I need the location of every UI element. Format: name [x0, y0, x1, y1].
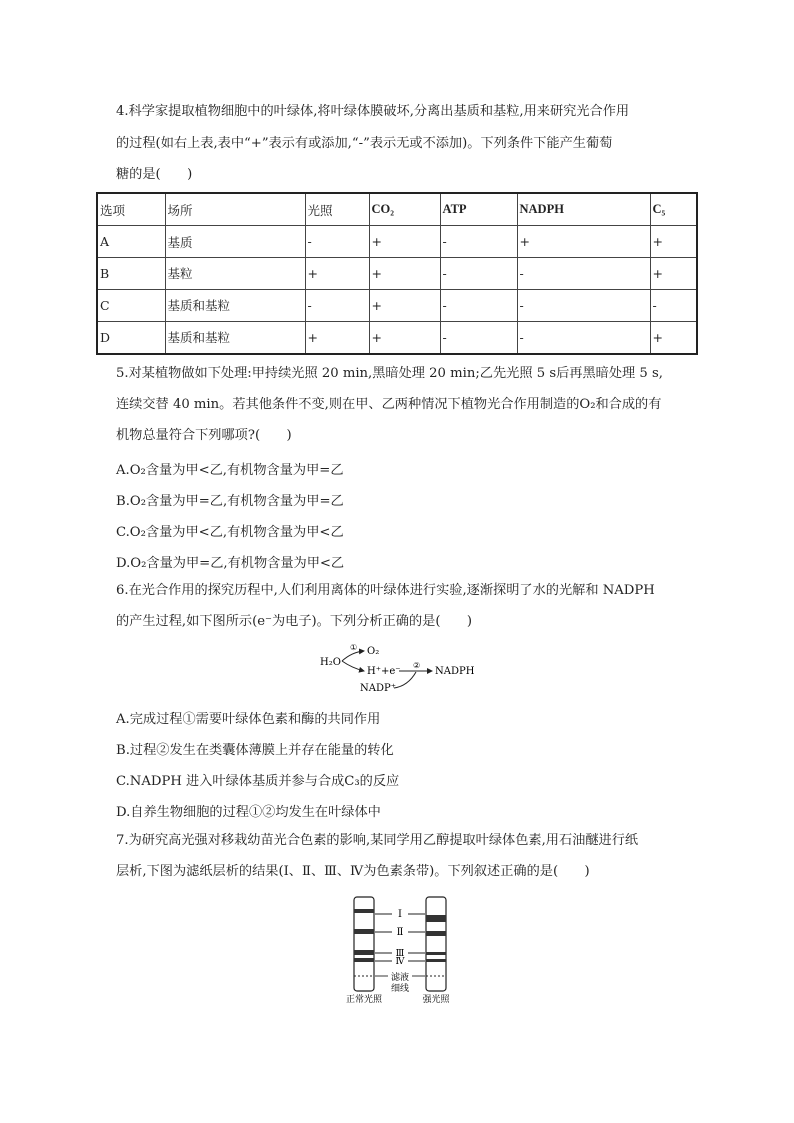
table-cell: + [517, 226, 650, 258]
q6-option-c: C.NADPH 进入叶绿体基质并参与合成C₃的反应 [116, 774, 400, 789]
q5-option-b: B.O₂含量为甲=乙,有机物含量为甲=乙 [116, 494, 344, 509]
nadp-label: NADP⁺ [360, 683, 396, 694]
table-cell: C [97, 289, 165, 321]
band-iv [426, 959, 446, 962]
q7-line2: 层析,下图为滤纸层析的结果(Ⅰ、Ⅱ、Ⅲ、Ⅳ为色素条带)。下列叙述正确的是( ) [116, 864, 590, 879]
q5-option-d: D.O₂含量为甲=乙,有机物含量为甲<乙 [116, 556, 345, 571]
table-cell: - [440, 226, 517, 258]
band-iv [354, 958, 374, 962]
q6-option-a: A.完成过程①需要叶绿体色素和酶的共同作用 [116, 712, 381, 727]
band-label-ii: Ⅱ [396, 927, 404, 938]
table-cell: - [440, 321, 517, 354]
table-header: CO₂ [369, 193, 440, 226]
table-cell: + [369, 321, 440, 354]
table-cell: + [650, 226, 697, 258]
q4-table [96, 192, 698, 355]
table-cell: + [305, 258, 369, 290]
baseline-label-1: 滤液 [390, 973, 410, 983]
q6-line2: 的产生过程,如下图所示(e⁻为电子)。下列分析正确的是( ) [116, 614, 473, 629]
left-tube-label: 正常光照 [345, 995, 383, 1005]
table-cell: 基质和基粒 [165, 321, 305, 354]
q5-line2: 连续交替 40 min。若其他条件不变,则在甲、乙两种情况下植物光合作用制造的O₂和合成的有 [116, 397, 662, 412]
strong-light-tube [426, 897, 446, 991]
band-i [354, 909, 374, 913]
table-row [97, 226, 697, 258]
band-label-iii: Ⅲ [395, 949, 405, 959]
band-iii [426, 952, 446, 955]
intermediate-label: H⁺+e⁻ [367, 666, 401, 677]
arrow-to-oxygen [342, 651, 364, 661]
table-header: C₅ [650, 193, 697, 226]
q6-line1: 6.在光合作用的探究历程中,人们利用离体的叶绿体进行实验,逐渐探明了水的光解和 NADPH [116, 583, 655, 598]
arrow-to-protons [342, 661, 364, 671]
table-cell: + [305, 321, 369, 354]
nadph-label: NADPH [435, 666, 475, 677]
table-cell: + [369, 289, 440, 321]
table-cell: + [369, 258, 440, 290]
table-cell: - [517, 321, 650, 354]
table-cell: B [97, 258, 165, 290]
table-row [97, 289, 697, 321]
table-header: 选项 [97, 193, 165, 226]
normal-light-tube [354, 897, 374, 991]
water-photolysis-diagram [316, 642, 486, 694]
table-cell: - [305, 226, 369, 258]
band-label-iv: Ⅳ [395, 957, 405, 967]
table-cell: + [369, 226, 440, 258]
table-header: 场所 [165, 193, 305, 226]
q4-line3: 糖的是( ) [116, 167, 193, 182]
table-cell: - [305, 289, 369, 321]
oxygen-label: O₂ [367, 646, 380, 657]
table-cell: + [650, 321, 697, 354]
table-cell: - [650, 289, 697, 321]
band-ii [426, 931, 446, 936]
table-cell: - [440, 289, 517, 321]
q5-line3: 机物总量符合下列哪项?( ) [116, 428, 292, 443]
q4-line1: 4.科学家提取植物细胞中的叶绿体,将叶绿体膜破坏,分离出基质和基粒,用来研究光合作用 [116, 104, 630, 119]
step2-label: ② [413, 661, 421, 670]
table-cell: + [650, 258, 697, 290]
table-cell: - [517, 289, 650, 321]
water-label: H₂O [320, 657, 341, 668]
band-i [426, 915, 446, 922]
table-header-row [97, 193, 697, 226]
table-cell: 基质和基粒 [165, 289, 305, 321]
table-cell: 基质 [165, 226, 305, 258]
q4-line2: 的过程(如右上表,表中“+”表示有或添加,“-”表示无或不添加)。下列条件下能产生葡萄 [116, 136, 613, 151]
table-cell: - [440, 258, 517, 290]
baseline-label-2: 细线 [390, 984, 410, 994]
table-header: 光照 [305, 193, 369, 226]
band-iii [354, 950, 374, 955]
right-tube-label: 强光照 [422, 995, 450, 1005]
band-ii [354, 929, 374, 934]
band-label-i: Ⅰ [398, 909, 402, 920]
table-row [97, 321, 697, 354]
table-header: NADPH [517, 193, 650, 226]
chromatography-figure [338, 893, 468, 1005]
table-cell: D [97, 321, 165, 354]
q6-option-d: D.自养生物细胞的过程①②均发生在叶绿体中 [116, 805, 381, 820]
q5-option-a: A.O₂含量为甲<乙,有机物含量为甲=乙 [116, 463, 344, 478]
table-cell: A [97, 226, 165, 258]
table-cell: - [517, 258, 650, 290]
q5-line1: 5.对某植物做如下处理:甲持续光照 20 min,黑暗处理 20 min;乙先光照 5 s后再黑暗处理 5 s, [116, 366, 663, 381]
table-header: ATP [440, 193, 517, 226]
table-row [97, 258, 697, 290]
q7-line1: 7.为研究高光强对移栽幼苗光合色素的影响,某同学用乙醇提取叶绿体色素,用石油醚进行纸 [116, 833, 639, 848]
step1-label: ① [350, 643, 358, 652]
q5-option-c: C.O₂含量为甲<乙,有机物含量为甲<乙 [116, 525, 344, 540]
table-cell: 基粒 [165, 258, 305, 290]
q6-option-b: B.过程②发生在类囊体薄膜上并存在能量的转化 [116, 743, 394, 758]
